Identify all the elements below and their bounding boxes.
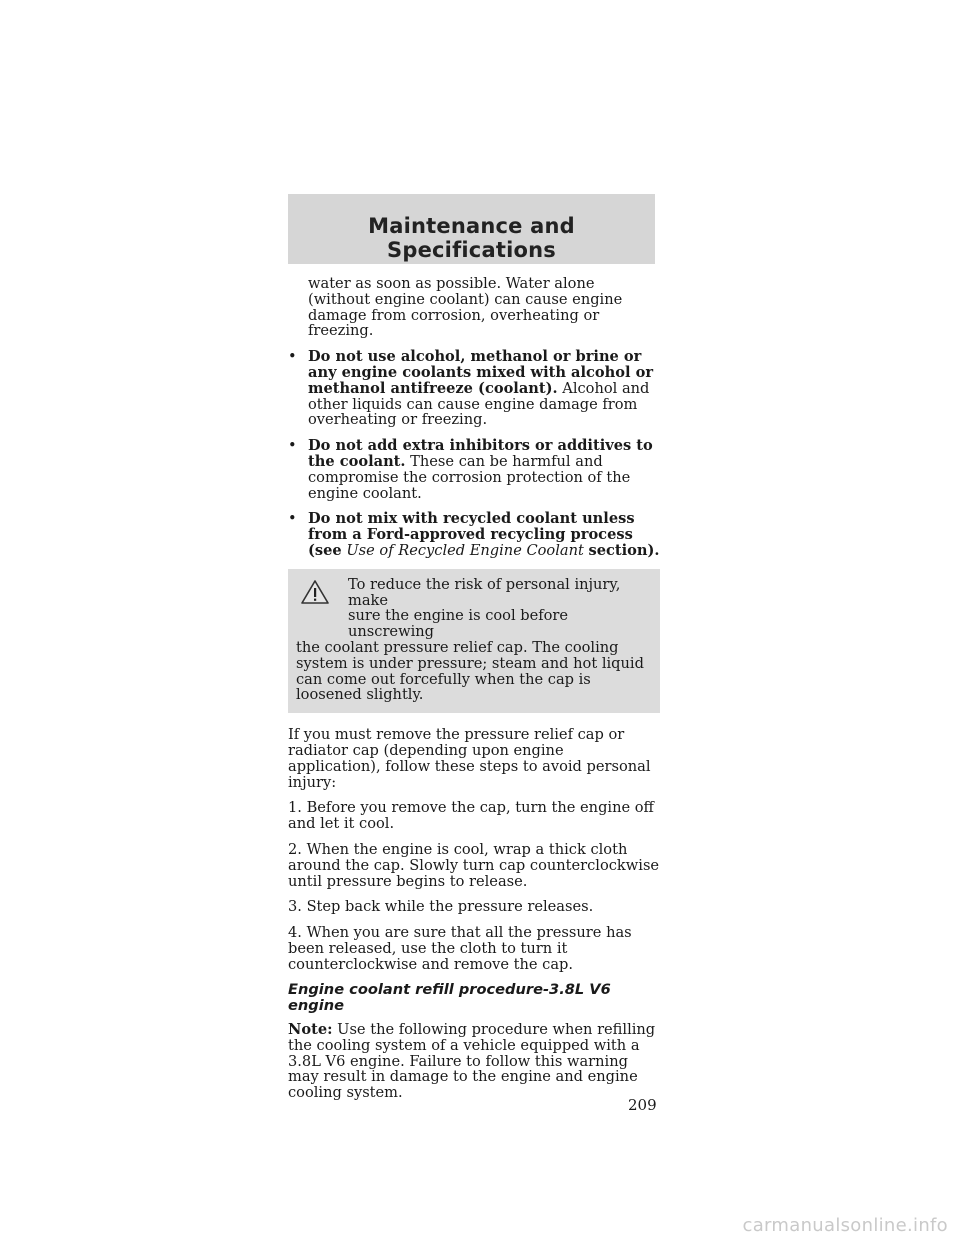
cross-reference-link[interactable]: Use of Recycled Engine Coolant — [346, 541, 584, 559]
note-label: Note: — [288, 1021, 333, 1039]
step-paragraph: 1. Before you remove the cap, turn the engine off and let it cool. — [288, 799, 654, 833]
body-paragraph: If you must remove the pressure relief cap or radiator cap (depending upon engine application), follow these steps to avoid personal injury: — [288, 726, 651, 791]
warning-text: the coolant pressure relief cap. The cooling system is under pressure; steam and hot liquid can come out forcefully when the cap is loosened slightly. — [296, 638, 644, 704]
page-header-title: Maintenance and Specifications — [368, 214, 575, 262]
step-paragraph: 4. When you are sure that all the pressure has been released, use the cloth to turn it counterclockwise and remove the cap. — [288, 924, 632, 973]
warning-line-1: To reduce the risk of personal injury, make — [348, 575, 621, 609]
note-paragraph — [288, 1022, 660, 1101]
page-content — [288, 276, 660, 1111]
bullet-bold-text: Do not mix with recycled coolant unless from a Ford-approved recycling process (see — [308, 510, 635, 559]
bullet-text: These can be harmful and compromise the corrosion protection of the engine coolant. — [308, 452, 631, 502]
bullet-dot-icon: • — [288, 437, 297, 455]
step-paragraph: 2. When the engine is cool, wrap a thick cloth around the cap. Slowly turn cap counterclockwise until pressure begins to release. — [288, 840, 660, 890]
bullet-text: Alcohol and other liquids can cause engine damage from overheating or freezing. — [308, 379, 650, 429]
bullet-bold-text: Do not use alcohol, methanol or brine or any engine coolants mixed with alcohol or methanol antifreeze (coolant). — [308, 348, 654, 397]
bullet-dot-icon: • — [288, 348, 297, 366]
step-paragraph: 3. Step back while the pressure releases. — [288, 898, 594, 916]
watermark: carmanualsonline.info — [742, 1215, 948, 1236]
warning-line-2: sure the engine is cool before unscrewing — [348, 607, 569, 641]
bullet-bold-text: Do not add extra inhibitors or additives to the coolant. — [308, 437, 653, 470]
bullet-bold-text-end: section). — [588, 541, 660, 559]
bullet-dot-icon: • — [288, 510, 297, 528]
warning-triangle-icon — [300, 579, 330, 605]
bullet-item — [288, 438, 660, 501]
bullet-item — [288, 349, 660, 428]
page-number: 209 — [628, 1096, 657, 1114]
warning-box — [288, 569, 660, 713]
intro-paragraph: water as soon as possible. Water alone (without engine coolant) can cause engine damage from corrosion, overheating or freezing. — [308, 275, 623, 340]
bullet-item — [288, 511, 660, 558]
header-band — [288, 194, 655, 264]
note-text: Use the following procedure when refilling the cooling system of a vehicle equipped with a 3.8L V6 engine. Failure to follow this warning may result in damage to the engine and engine cooling system. — [288, 1021, 656, 1102]
section-heading: Engine coolant refill procedure-3.8L V6 engine — [288, 981, 611, 1015]
